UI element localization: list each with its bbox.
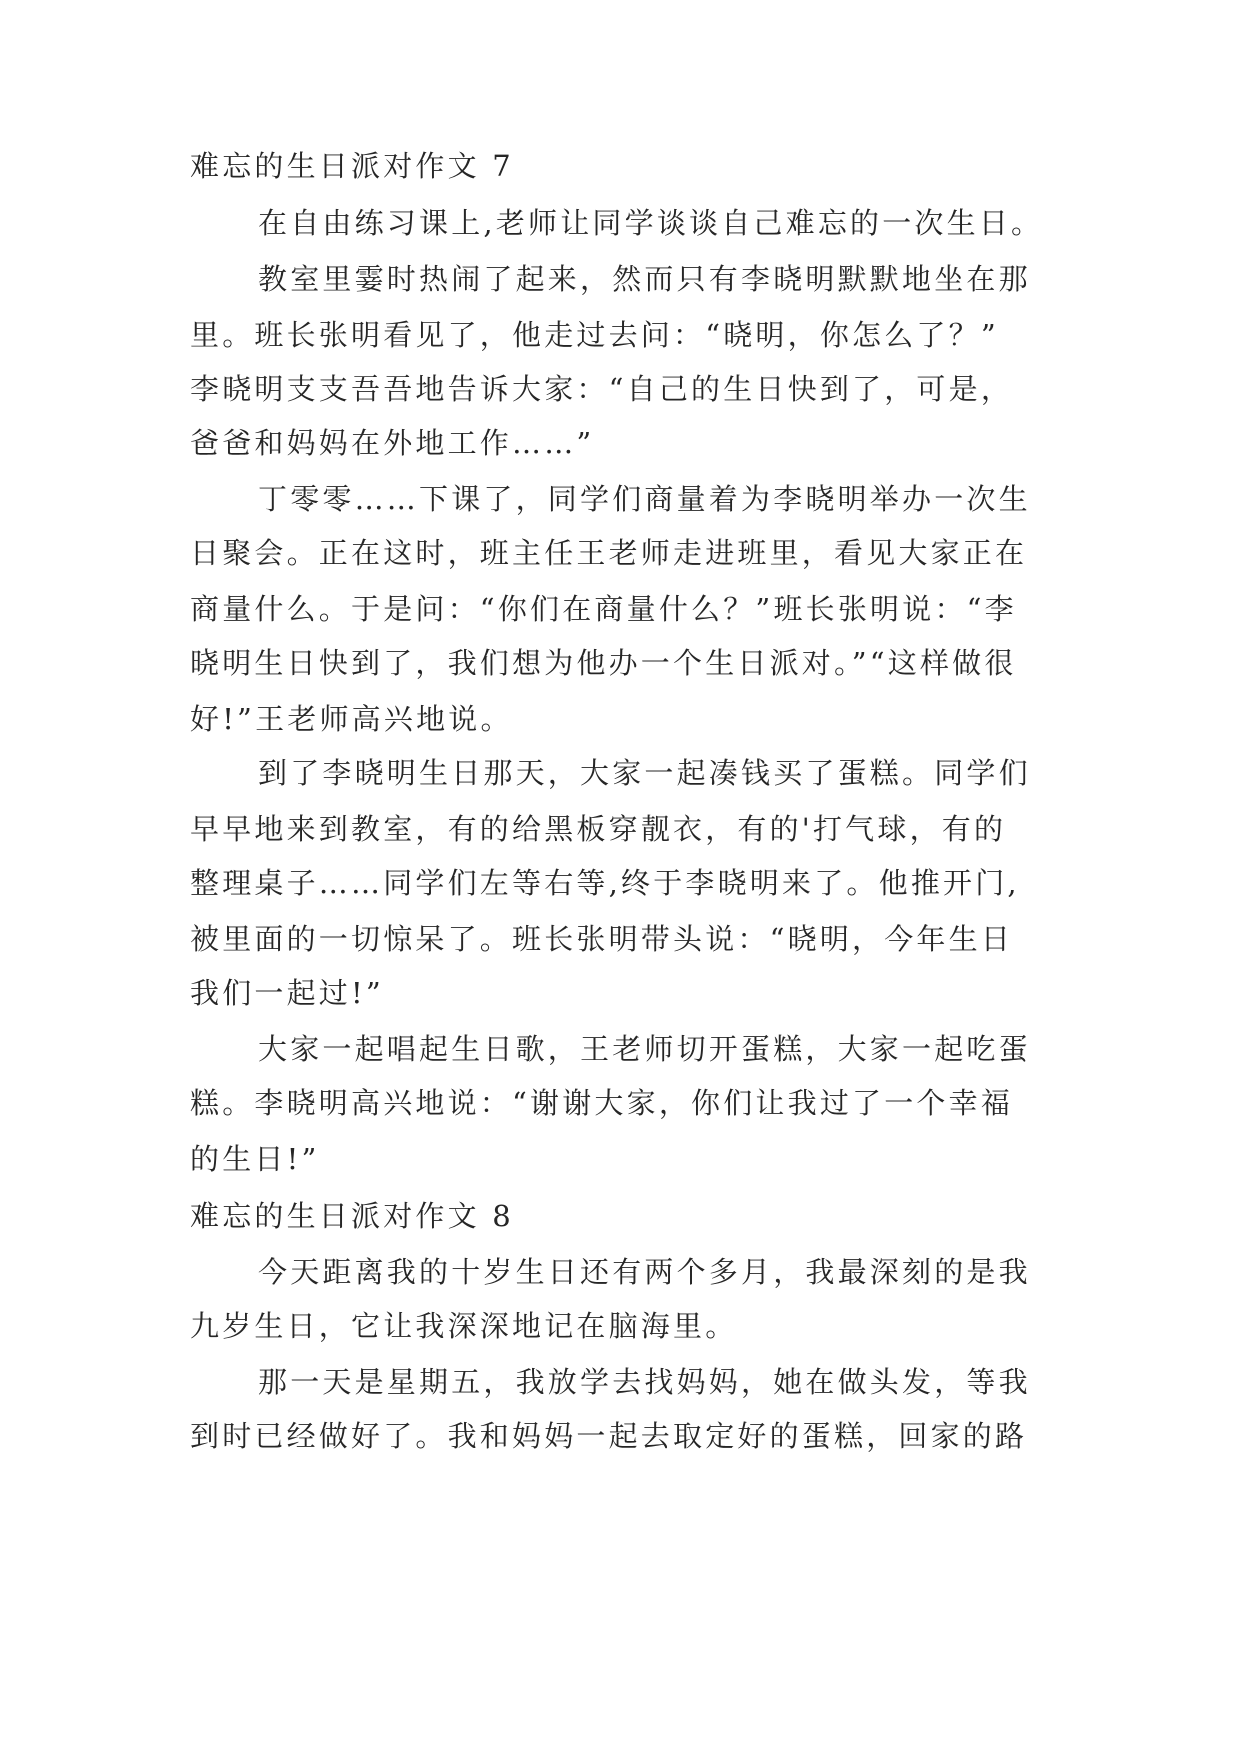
paragraph-line: 教室里霎时热闹了起来，然而只有李晓明默默地坐在那 [258, 262, 1031, 296]
paragraph-line: 大家一起唱起生日歌，王老师切开蛋糕，大家一起吃蛋 [258, 1032, 1031, 1066]
paragraph-line: 日聚会。正在这时，班主任王老师走进班里，看见大家正在 [190, 536, 1028, 570]
paragraph-line: 晓明生日快到了，我们想为他办一个生日派对。”“这样做很 [190, 646, 1017, 680]
paragraph-line: 李晓明支支吾吾地告诉大家：“自己的生日快到了，可是， [190, 372, 1014, 406]
paragraph-line: 好!”王老师高兴地说。 [190, 702, 513, 736]
paragraph-line: 九岁生日，它让我深深地记在脑海里。 [190, 1309, 738, 1343]
paragraph-line: 整理桌子……同学们左等右等,终于李晓明来了。他推开门, [190, 866, 1020, 900]
paragraph-line: 到时已经做好了。我和妈妈一起去取定好的蛋糕，回家的路 [190, 1419, 1028, 1453]
paragraph-line: 的生日!” [190, 1142, 320, 1176]
paragraph-line: 糕。李晓明高兴地说：“谢谢大家，你们让我过了一个幸福 [190, 1086, 1014, 1120]
essay-title: 难忘的生日派对作文 7 [190, 149, 514, 183]
essay-title: 难忘的生日派对作文 8 [190, 1199, 514, 1233]
paragraph-line: 在自由练习课上,老师让同学谈谈自己难忘的一次生日。 [258, 206, 1044, 240]
paragraph-line: 早早地来到教室，有的给黑板穿靓衣，有的'打气球，有的 [190, 812, 1007, 846]
paragraph-line: 到了李晓明生日那天，大家一起凑钱买了蛋糕。同学们 [258, 756, 1031, 790]
paragraph-line: 我们一起过!” [190, 976, 384, 1010]
paragraph-line: 爸爸和妈妈在外地工作……” [190, 426, 595, 460]
paragraph-line: 商量什么。于是问：“你们在商量什么？”班长张明说：“李 [190, 592, 1017, 626]
paragraph-line: 丁零零……下课了，同学们商量着为李晓明举办一次生 [258, 482, 1031, 516]
paragraph-line: 里。班长张明看见了，他走过去问：“晓明，你怎么了？” [190, 318, 999, 352]
paragraph-line: 今天距离我的十岁生日还有两个多月，我最深刻的是我 [258, 1255, 1031, 1289]
paragraph-line: 那一天是星期五，我放学去找妈妈，她在做头发，等我 [258, 1365, 1031, 1399]
paragraph-line: 被里面的一切惊呆了。班长张明带头说：“晓明，今年生日 [190, 922, 1014, 956]
